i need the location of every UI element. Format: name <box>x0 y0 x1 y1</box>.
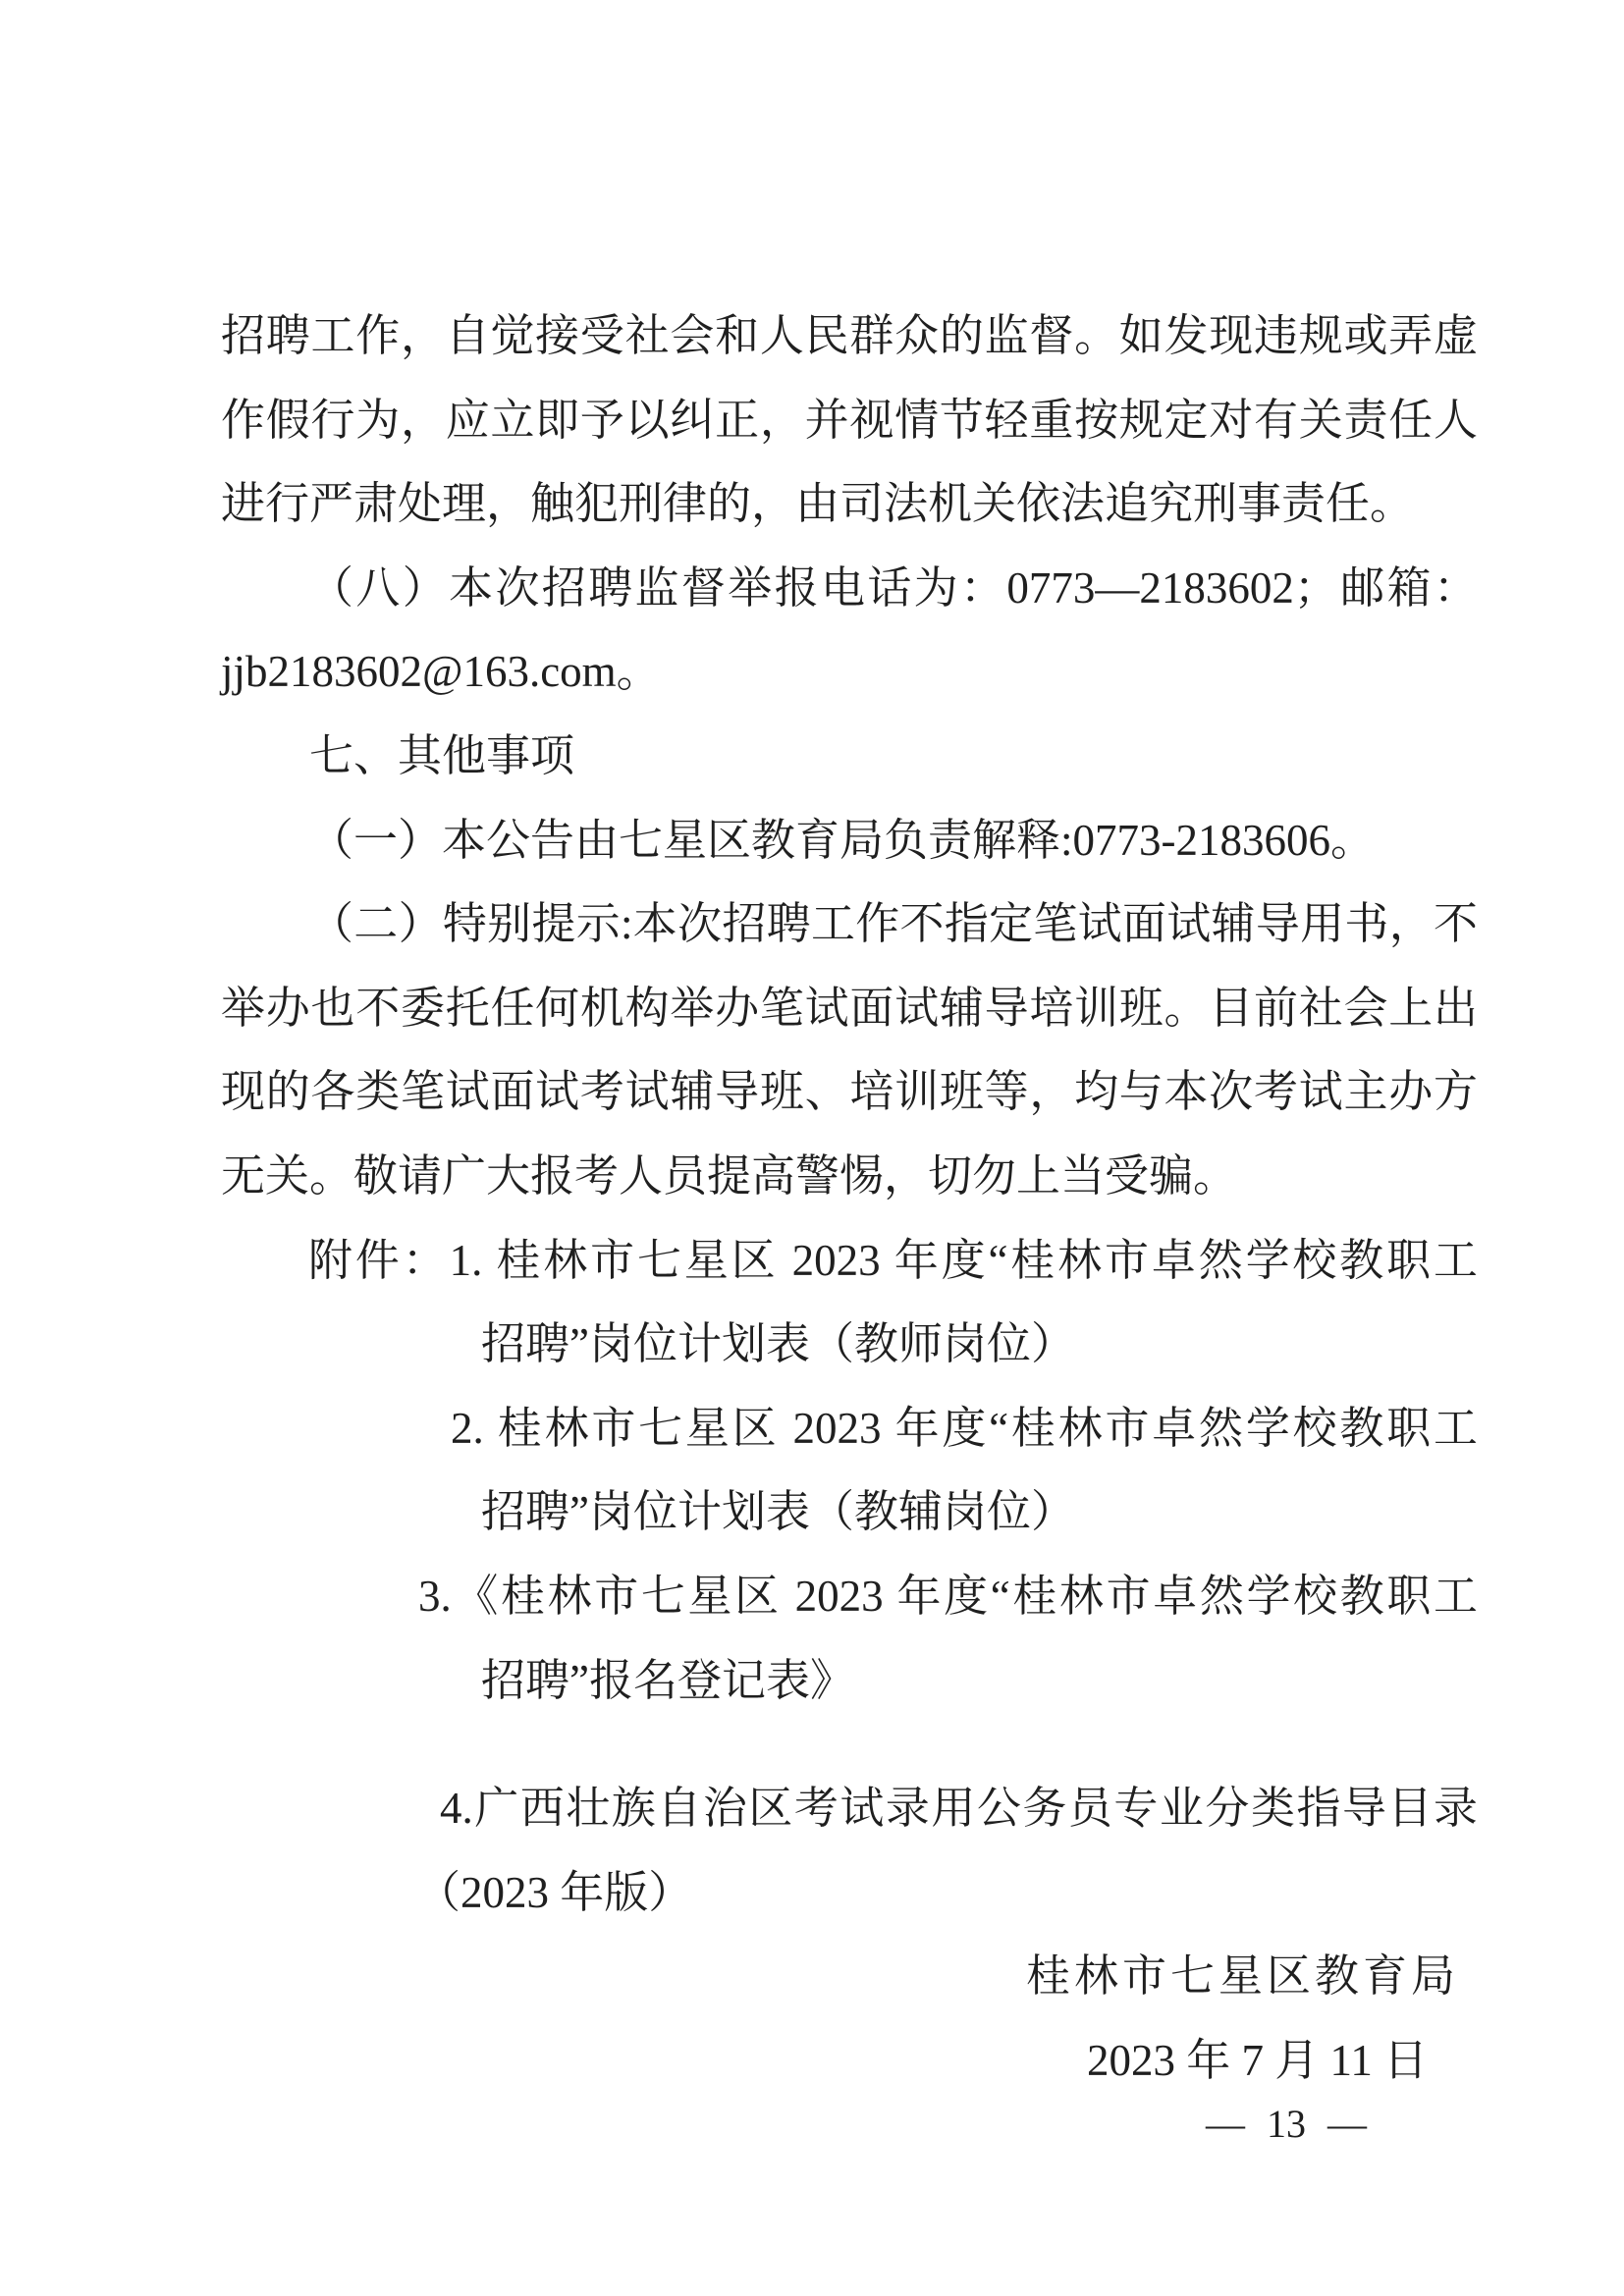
body-line: 现的各类笔试面试考试辅导班、培训班等，均与本次考试主办方 <box>221 1067 1478 1117</box>
body-line-email: jjb2183602@163.com。 <box>221 647 661 697</box>
body-line-interpretation: （一）本公告由七星区教育局负责解释:0773-2183606。 <box>309 815 1375 865</box>
signature-date: 2023 年 7 月 11 日 <box>1087 2035 1429 2085</box>
attachment-item-4-line-2: （2023 年版） <box>416 1867 693 1917</box>
attachment-item-2-line-1: 2. 桂林市七星区 2023 年度“桂林市卓然学校教职工 <box>451 1403 1478 1453</box>
attachment-item-1-line-2: 招聘”岗位计划表（教师岗位） <box>481 1319 1075 1369</box>
body-line-special-notice: （二）特别提示:本次招聘工作不指定笔试面试辅导用书，不 <box>309 899 1478 949</box>
attachment-item-3-line-1: 3.《桂林市七星区 2023 年度“桂林市卓然学校教职工 <box>418 1571 1478 1621</box>
body-line-supervision-phone: （八）本次招聘监督举报电话为：0773—2183602；邮箱： <box>309 562 1478 613</box>
page-number-value: 13 <box>1267 2102 1306 2146</box>
attachment-item-1-line-1 <box>221 1219 1478 1304</box>
attachment-item-3-line-2: 招聘”报名登记表》 <box>481 1655 854 1705</box>
attachment-item-1-text: 1. 桂林市七星区 2023 年度“桂林市卓然学校教职工 <box>449 1235 1478 1285</box>
signature-org: 桂林市七星区教育局 <box>1026 1951 1460 2002</box>
attachments-label: 附件： <box>308 1235 450 1285</box>
body-line: 招聘工作，自觉接受社会和人民群众的监督。如发现违规或弄虚 <box>221 311 1478 360</box>
page-number-dash-left: — <box>1206 2102 1245 2146</box>
attachment-item-2-line-2: 招聘”岗位计划表（教辅岗位） <box>481 1487 1075 1537</box>
body-line: 作假行为，应立即予以纠正，并视情节轻重按规定对有关责任人 <box>221 395 1478 445</box>
page-number <box>1206 2101 1367 2147</box>
body-line: 进行严肃处理，触犯刑律的，由司法机关依法追究刑事责任。 <box>221 479 1415 529</box>
body-line: 无关。敬请广大报考人员提高警惕，切勿上当受骗。 <box>221 1150 1238 1201</box>
page-number-dash-right: — <box>1327 2102 1367 2146</box>
attachment-item-4-line-1: 4.广西壮族自治区考试录用公务员专业分类指导目录 <box>440 1784 1478 1834</box>
section-heading-other-matters: 七、其他事项 <box>309 730 575 780</box>
document-body <box>221 294 1478 2103</box>
body-line: 举办也不委托任何机构举办笔试面试辅导培训班。目前社会上出 <box>221 983 1478 1033</box>
